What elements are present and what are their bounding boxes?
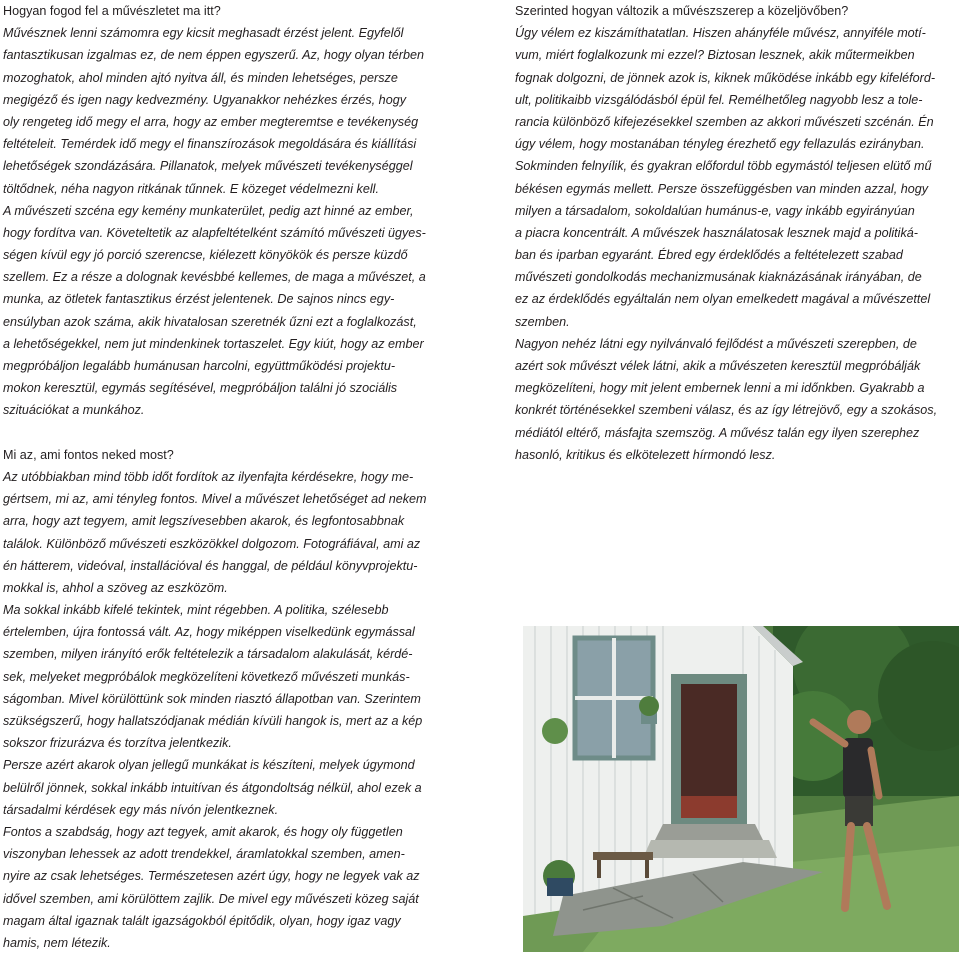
text-line: találok. Különböző művészeti eszközökkel dolgozom. Fotográfiával, ami az (3, 536, 421, 551)
text-line: szemben, milyen irányító erők feltételezik a társadalom alakulását, kérdé- (3, 647, 413, 662)
question-heading: Szerinted hogyan változik a művészszerep a közeljövőben? (515, 4, 849, 18)
text-line: töltődnek, néha nagyon ritkának tűnnek. E közeget védelmezni kell. (3, 181, 379, 196)
text-line: Persze azért akarok olyan jellegű munkákat is készíteni, melyek úgymond (3, 758, 415, 773)
text-line: Fontos a szabdság, hogy azt tegyek, amit akarok, és hogy oly független (3, 824, 403, 839)
text-line: társadalmi kérdések egy más nívón jelentkeznek. (3, 802, 279, 817)
text-line: gértsem, mi az, ami tényleg fontos. Mivel a művészet lehetőséget ad nekem (3, 492, 427, 507)
question-heading: Hogyan fogod fel a művészletet ma itt? (3, 4, 221, 18)
text-line: médiától eltérő, másfajta szemszög. A művész talán egy ilyen szerephez (515, 425, 920, 440)
text-line: megpróbáljon legalább humánusan harcolni, együttműködési projektu- (3, 359, 396, 373)
text-line: sek, melyeket megpróbálok megközelíteni következő művészeti munkás- (3, 669, 410, 684)
text-line: milyen a társadalom, sokoldalúan humánus-e, vagy inkább egyirányúan (515, 203, 915, 218)
text-line: megközelíteni, hogy mit jelent embernek lenni a mi időnkben. Gyakrabb a (515, 381, 925, 396)
text-line: szituációkat a munkához. (3, 403, 145, 418)
text-line: A művészeti szcéna egy kemény munkaterület, pedig azt hinné az ember, (3, 203, 414, 218)
text-line: a piacra koncentrált. A művészek használatosak lesznek majd a politiká- (515, 225, 918, 240)
text-line: szellem. Ez a része a dolognak kevésbbé kellemes, de maga a művészet, a (3, 270, 426, 285)
text-line: mokkal is, ahhol a szöveg az eszközöm. (3, 580, 228, 595)
text-line: ségen kívül egy jó porció szerencse, kiélezett könyökök és persze küzdő (3, 248, 408, 263)
text-line: arra, hogy azt tegyem, amit legszívesebben akarok, és legfontosabbnak (3, 514, 405, 529)
text-line: vum, miért foglalkozunk mi ezzel? Biztosan lesznek, akik műtermeikben (515, 48, 915, 63)
house-illustration (523, 626, 959, 952)
right-column (515, 0, 955, 466)
text-line: Sokminden felnyílik, és gyakran előfordul több egymástól teljesen elütő mű (515, 159, 932, 174)
text-line: Művésznek lenni számomra egy kicsit meghasadt érzést jelent. Egyfelől (3, 26, 404, 41)
text-line: viszonyban lehessek az adott trendekkel, áramlatokkal szemben, amen- (3, 847, 405, 862)
text-line: Úgy vélem ez kiszámíthatatlan. Hiszen ahányféle művész, annyiféle motí- (515, 26, 926, 41)
text-line: ensúlyban azok száma, akik hivatalosan szeretnék űzni ezt a foglalkozást, (3, 314, 417, 329)
text-line: hogy fordítva van. Követeltetik az alapfeltételként számító művészeti ügyes- (3, 225, 426, 240)
text-line: mokon keresztül, egymás segítésével, megpróbáljon találni jó szociális (3, 381, 398, 396)
text-line: hasonló, kritikus és elkötelezett hírmondó lesz. (515, 447, 776, 462)
paragraph-gap (3, 422, 443, 444)
text-line: úgy vélem, hogy mostanában tényleg érezhető egy fellazulás ezirányban. (515, 137, 925, 152)
text-line: idővel szemben, ami körülöttem zajlik. De mivel egy művészeti közeg saját (3, 891, 419, 906)
text-line: értelemben, újra fontossá vált. Az, hogy miképpen viselkedünk egymással (3, 625, 415, 640)
text-line: ez az érdeklődés egyáltalán nem olyan emelkedett magával a művészettel (515, 292, 931, 307)
text-line: Nagyon nehéz látni egy nyilvánvaló fejlődést a művészeti szerepben, de (515, 336, 917, 351)
text-line: Az utóbbiakban mind több időt fordítok az ilyenfajta kérdésekre, hogy me- (3, 469, 414, 484)
text-line: mozoghatok, ahol minden ajtó nyitva áll, és minden lehetséges, persze (3, 70, 398, 85)
text-line: oly rengeteg idő megy el arra, hogy az ember megteremtse e tevékenység (3, 114, 419, 129)
answer-paragraph (3, 22, 443, 421)
text-line: ult, politikaibb vizsgálódásból épül fel. Remélhetőleg nagyobb lesz a tole- (515, 92, 923, 107)
text-line: lehetőségek szondázására. Pillanatok, melyek művészeti tevékenységgel (3, 159, 413, 174)
text-line: szemben. (515, 314, 570, 329)
text-line: magam által igaznak talált igazságokból épitődik, olyan, hogy igaz vagy (3, 913, 401, 928)
text-line: hamis, nem létezik. (3, 935, 111, 950)
answer-paragraph (3, 466, 443, 954)
artist-house-photo (523, 626, 959, 952)
text-line: nyire az csak lehetséges. Természetesen azért úgy, hogy ne legyek vak az (3, 869, 420, 884)
text-line: munka, az ötletek fantasztikus érzést jelentenek. De sajnos nincs egy- (3, 292, 395, 307)
text-line: belülről jönnek, sokkal inkább intuitívan és átgondoltság nélkül, ahol ezek a (3, 780, 422, 795)
text-line: én hátterem, videóval, installációval és hanggal, de például könyvprojektu- (3, 558, 418, 573)
text-line: Ma sokkal inkább kifelé tekintek, mint régebben. A politika, szélesebb (3, 603, 389, 618)
left-column (3, 0, 443, 954)
text-line: ságomban. Mivel körülöttünk sok minden riasztó állapotban van. Szerintem (3, 691, 421, 706)
text-line: azért sok művészt vélek látni, akik a művészeten keresztül megpróbálják (515, 359, 921, 373)
text-line: békésen egymás mellett. Persze összefüggésben van minden azzal, hogy (515, 181, 929, 196)
text-line: szükségszerű, hogy hallatszódjanak médián kívüli hangok is, mert az a kép (3, 714, 423, 728)
text-line: fantasztikusan izgalmas ez, de nem éppen egyszerű. Az, hogy olyan térben (3, 48, 424, 63)
text-line: sokszor frizurázva és torzítva jelentkezik. (3, 736, 232, 751)
text-line: konkrét történésekkel szembeni válasz, és az így létrejövő, egy a szokásos, (515, 403, 938, 418)
text-line: a lehetőségekkel, nem jut mindenkinek tortaszelet. Egy kiút, hogy az ember (3, 336, 424, 351)
text-line: feltételeit. Temérdek idő megy el finanszírozások megoldására és kiállítási (3, 137, 417, 152)
text-line: művészeti gondolkodás mechanizmusának kiaknázásának irányában, de (515, 270, 922, 285)
text-line: rancia különböző kifejezésekkel szemben az akkori művészeti szcénán. Én (515, 114, 934, 129)
text-line: megigéző és igen nagy kedvezmény. Ugyanakkor nehézkes érzés, hogy (3, 92, 406, 107)
question-heading: Mi az, ami fontos neked most? (3, 447, 174, 462)
text-line: ban és iparban egyaránt. Ébred egy érdeklődés a feltételezett szabad (515, 248, 903, 263)
answer-paragraph (515, 22, 955, 466)
text-line: fognak dolgozni, de jönnek azok is, kiknek működése inkább egy kifeléford- (515, 70, 936, 85)
